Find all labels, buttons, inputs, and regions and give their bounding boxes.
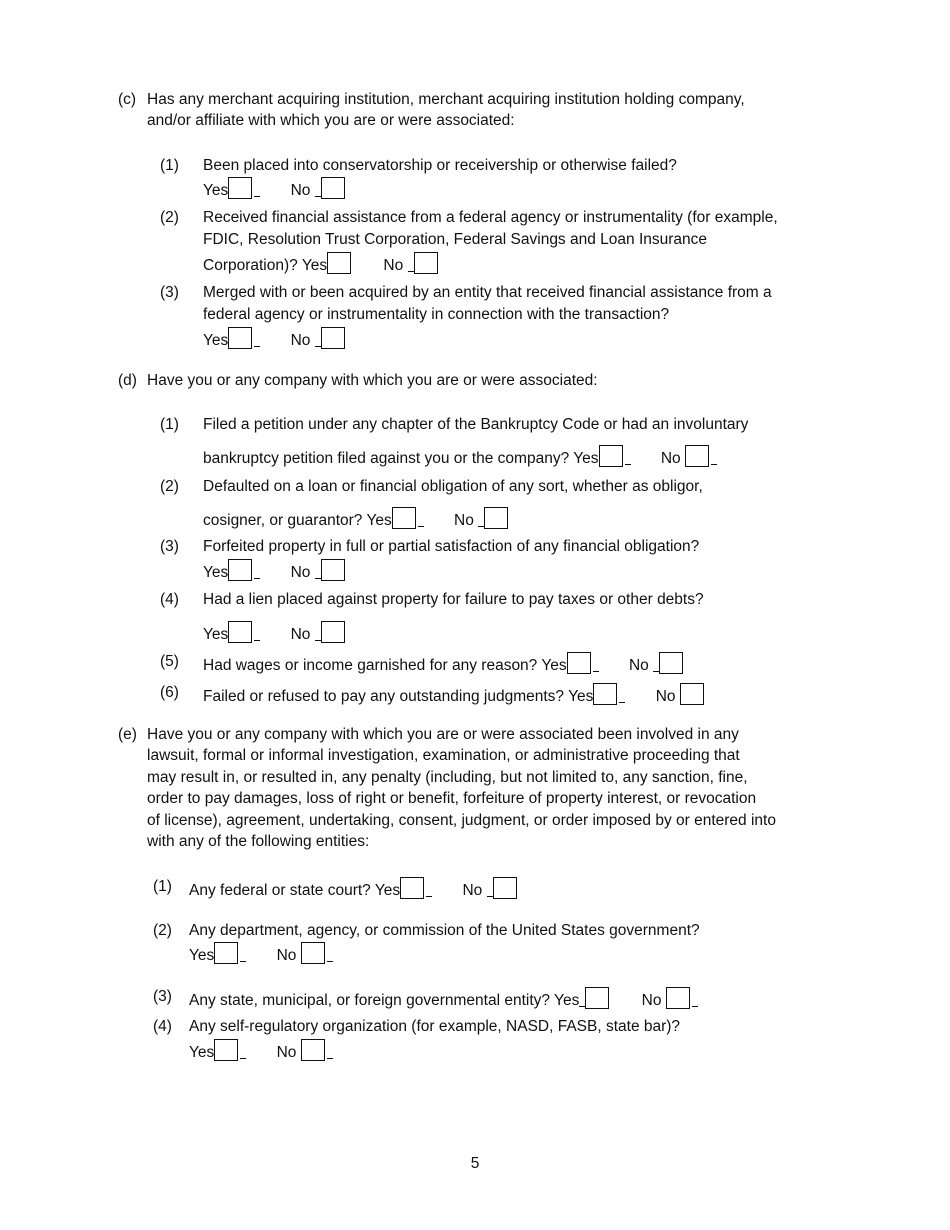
- no-label: No: [383, 257, 404, 274]
- no-label: No: [276, 947, 297, 964]
- yes-label: Yes: [203, 626, 229, 643]
- yes-checkbox[interactable]: [599, 445, 623, 467]
- item-number: (2): [160, 478, 179, 495]
- answer-underline: [240, 1058, 246, 1059]
- no-label: No: [628, 657, 649, 674]
- yes-label: Yes: [366, 512, 392, 529]
- section-text-line: order to pay damages, loss of right or benefit, forfeiture of property interest, or revocation: [147, 790, 757, 807]
- yes-label: Yes: [203, 332, 229, 349]
- item-number: (2): [160, 209, 179, 226]
- item-text-line: Had a lien placed against property for failure to pay taxes or other debts?: [203, 591, 704, 608]
- no-checkbox[interactable]: [659, 652, 683, 674]
- answer-row: [203, 652, 685, 676]
- item-number: (3): [160, 538, 179, 555]
- no-label: No: [454, 512, 474, 529]
- answer-underline: [254, 578, 260, 579]
- no-checkbox[interactable]: [484, 507, 508, 529]
- item-number: (1): [153, 878, 172, 895]
- answer-row: [203, 621, 347, 645]
- answer-underline: [240, 961, 246, 962]
- yes-checkbox[interactable]: [214, 942, 238, 964]
- item-text-line: Corporation)?: [203, 257, 298, 274]
- section-text-line: Have you or any company with which you are or were associated been involved in any: [147, 726, 739, 743]
- yes-label: Yes: [203, 182, 229, 199]
- item-number: (1): [160, 157, 179, 174]
- answer-underline: [692, 1006, 698, 1007]
- answer-underline: [418, 526, 424, 527]
- answer-row: [203, 327, 347, 351]
- yes-label: Yes: [554, 992, 580, 1009]
- item-text-line: Any self-regulatory organization (for example, NASD, FASB, state bar)?: [189, 1018, 681, 1035]
- item-text-line: Any federal or state court?: [189, 882, 371, 899]
- item-number: (5): [160, 653, 179, 670]
- yes-checkbox[interactable]: [593, 683, 617, 705]
- yes-checkbox[interactable]: [228, 621, 252, 643]
- no-checkbox[interactable]: [321, 177, 345, 199]
- answer-row: [189, 942, 333, 966]
- yes-label: Yes: [573, 450, 599, 467]
- yes-label: Yes: [541, 657, 567, 674]
- section-text-line: Has any merchant acquiring institution, merchant acquiring institution holding company,: [147, 91, 745, 108]
- answer-row: [203, 252, 440, 276]
- yes-checkbox[interactable]: [585, 987, 609, 1009]
- yes-checkbox[interactable]: [228, 177, 252, 199]
- item-text-line: Defaulted on a loan or financial obligation of any sort, whether as obligor,: [203, 478, 703, 495]
- item-text-line: Been placed into conservatorship or receivership or otherwise failed?: [203, 157, 677, 174]
- answer-underline: [619, 702, 625, 703]
- yes-label: Yes: [301, 257, 328, 274]
- yes-checkbox[interactable]: [400, 877, 424, 899]
- answer-underline: [625, 464, 631, 465]
- section-label: (e): [118, 726, 137, 743]
- item-text-line: FDIC, Resolution Trust Corporation, Federal Savings and Loan Insurance: [203, 231, 708, 248]
- item-number: (3): [153, 988, 172, 1005]
- section-text-line: Have you or any company with which you are or were associated:: [147, 372, 598, 389]
- no-label: No: [660, 450, 681, 467]
- answer-underline: [254, 196, 260, 197]
- yes-checkbox[interactable]: [228, 559, 252, 581]
- item-number: (2): [153, 922, 172, 939]
- item-text-line: Failed or refused to pay any outstanding judgments?: [203, 688, 565, 705]
- item-number: (4): [160, 591, 179, 608]
- no-label: No: [462, 882, 483, 899]
- no-checkbox[interactable]: [666, 987, 690, 1009]
- answer-row: [203, 559, 347, 583]
- yes-label: Yes: [189, 947, 215, 964]
- no-checkbox[interactable]: [685, 445, 709, 467]
- item-text-line: federal agency or instrumentality in connection with the transaction?: [203, 306, 670, 323]
- item-text-line: Had wages or income garnished for any reason?: [203, 657, 538, 674]
- item-text-line: cosigner, or guarantor?: [203, 512, 363, 529]
- no-checkbox[interactable]: [493, 877, 517, 899]
- yes-label: Yes: [568, 688, 594, 705]
- no-label: No: [641, 992, 662, 1009]
- no-label: No: [290, 182, 311, 199]
- answer-underline: [254, 640, 260, 641]
- item-text-line: Any department, agency, or commission of the United States government?: [189, 922, 700, 939]
- yes-checkbox[interactable]: [567, 652, 591, 674]
- no-checkbox[interactable]: [301, 1039, 325, 1061]
- item-number: (6): [160, 684, 179, 701]
- no-checkbox[interactable]: [321, 327, 345, 349]
- section-text-line: and/or affiliate with which you are or were associated:: [147, 112, 515, 129]
- answer-row: [203, 445, 717, 469]
- section-text-line: of license), agreement, undertaking, consent, judgment, or order imposed by or entered into: [147, 812, 776, 829]
- answer-row: [203, 177, 347, 201]
- answer-underline: [426, 896, 432, 897]
- answer-underline: [593, 671, 599, 672]
- no-checkbox[interactable]: [321, 559, 345, 581]
- section-text-line: may result in, or resulted in, any penalty (including, but not limited to, any sanction, fine,: [147, 769, 748, 786]
- item-number: (3): [160, 284, 179, 301]
- item-text-line: Filed a petition under any chapter of the Bankruptcy Code or had an involuntary: [203, 416, 749, 433]
- page-number: 5: [470, 1155, 480, 1172]
- section-label: (c): [118, 91, 137, 108]
- answer-row: [189, 1039, 333, 1063]
- no-checkbox[interactable]: [680, 683, 704, 705]
- answer-row: [203, 683, 706, 707]
- item-text-line: bankruptcy petition filed against you or the company?: [203, 450, 570, 467]
- item-number: (1): [160, 416, 179, 433]
- item-text-line: Received financial assistance from a federal agency or instrumentality (for example,: [203, 209, 778, 226]
- yes-checkbox[interactable]: [214, 1039, 238, 1061]
- section-text-line: lawsuit, formal or informal investigation, examination, or administrative proceeding that: [147, 747, 740, 764]
- section-text-line: with any of the following entities:: [147, 833, 370, 850]
- yes-label: Yes: [203, 564, 229, 581]
- answer-underline: [327, 1058, 333, 1059]
- yes-checkbox[interactable]: [228, 327, 252, 349]
- yes-checkbox[interactable]: [392, 507, 416, 529]
- no-checkbox[interactable]: [414, 252, 438, 274]
- no-label: No: [290, 626, 311, 643]
- item-text-line: Forfeited property in full or partial satisfaction of any financial obligation?: [203, 538, 700, 555]
- item-text-line: Any state, municipal, or foreign governmental entity?: [189, 992, 550, 1009]
- answer-underline: [711, 464, 717, 465]
- answer-underline: [254, 346, 260, 347]
- answer-row: [203, 507, 510, 531]
- yes-checkbox[interactable]: [327, 252, 351, 274]
- yes-label: Yes: [189, 1044, 215, 1061]
- no-checkbox[interactable]: [301, 942, 325, 964]
- answer-row: [189, 987, 698, 1011]
- section-label: (d): [118, 372, 137, 389]
- answer-row: [189, 877, 519, 901]
- no-label: No: [276, 1044, 297, 1061]
- yes-label: Yes: [374, 882, 401, 899]
- no-checkbox[interactable]: [321, 621, 345, 643]
- no-label: No: [655, 688, 676, 705]
- no-label: No: [290, 564, 311, 581]
- item-number: (4): [153, 1018, 172, 1035]
- answer-underline: [327, 961, 333, 962]
- item-text-line: Merged with or been acquired by an entity that received financial assistance from a: [203, 284, 772, 301]
- no-label: No: [290, 332, 311, 349]
